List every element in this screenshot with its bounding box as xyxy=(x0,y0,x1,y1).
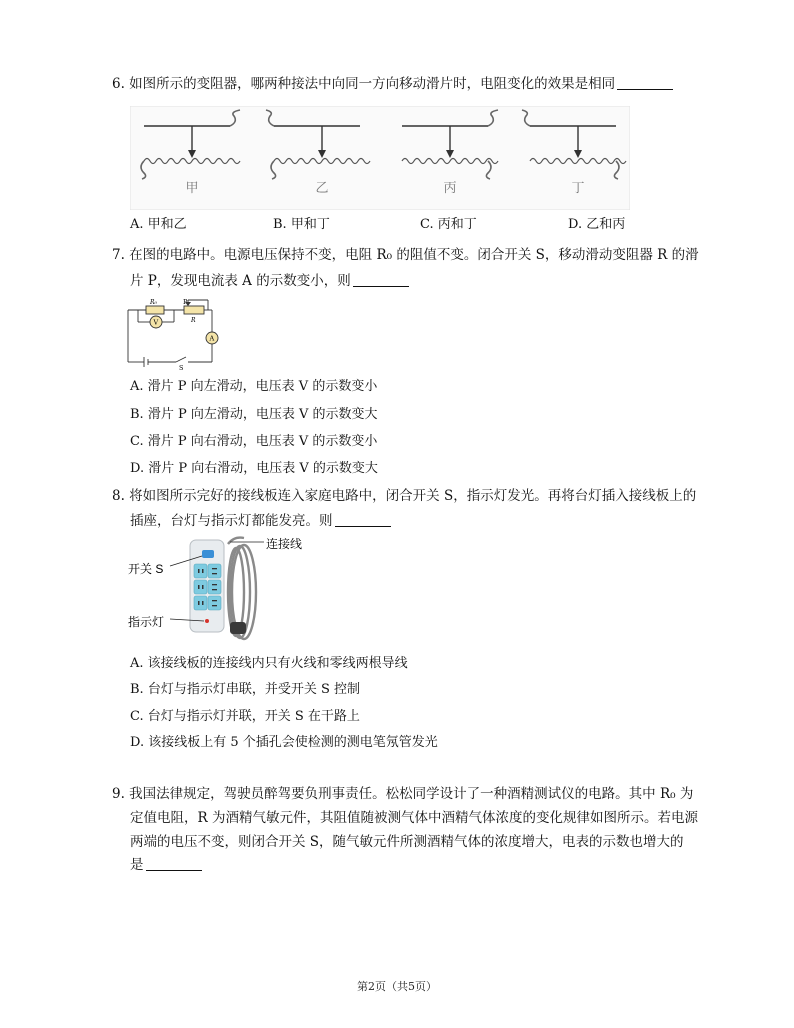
q8-option-d[interactable]: D. 该接线板上有 5 个插孔会使检测的测电笔氖管发光 xyxy=(130,735,438,750)
question-8-stem-line1: 8. 将如图所示完好的接线板连入家庭电路中，闭合开关 S，指示灯发光。再将台灯插入接线板上的 xyxy=(112,488,697,504)
question-7-stem-line2 xyxy=(130,268,409,294)
q7-option-c[interactable]: C. 滑片 P 向右滑动，电压表 V 的示数变小 xyxy=(130,434,378,449)
q6-option-a[interactable]: A. 甲和乙 xyxy=(130,217,187,232)
q7-option-b[interactable]: B. 滑片 P 向左滑动，电压表 V 的示数变大 xyxy=(130,407,378,422)
label-p: P xyxy=(183,298,188,306)
ammeter-icon: A xyxy=(209,334,215,343)
answer-blank xyxy=(335,512,391,527)
answer-blank xyxy=(617,75,673,90)
voltmeter-icon: V xyxy=(153,318,159,327)
question-7-text: 片 P，发现电流表 A 的示数变小，则 xyxy=(130,273,351,289)
label-r: R xyxy=(191,317,196,324)
rheostat-figure xyxy=(130,106,630,210)
q6-option-c[interactable]: C. 丙和丁 xyxy=(420,217,477,232)
label-bing: 丙 xyxy=(443,181,457,196)
question-6-stem xyxy=(112,71,673,97)
q8-option-c[interactable]: C. 台灯与指示灯并联，开关 S 在干路上 xyxy=(130,709,360,724)
q6-option-b[interactable]: B. 甲和丁 xyxy=(273,217,330,232)
question-9-stem-line3: 两端的电压不变，则闭合开关 S，随气敏元件所测酒精气体的浓度增大，电表的示数也增大的 xyxy=(130,834,684,850)
q6-option-d[interactable]: D. 乙和丙 xyxy=(568,217,626,232)
label-jia: 甲 xyxy=(185,181,199,196)
question-9-text: 是 xyxy=(130,857,144,873)
switch-button-icon xyxy=(202,550,214,558)
question-8-text: 插座，台灯与指示灯都能发亮。则 xyxy=(130,513,333,529)
label-s: S xyxy=(179,364,184,370)
q7-option-d[interactable]: D. 滑片 P 向右滑动，电压表 V 的示数变大 xyxy=(130,461,378,476)
switch-label: 开关 S xyxy=(128,562,164,576)
label-r0: R₀ xyxy=(150,299,157,306)
question-6-text: 6. 如图所示的变阻器，哪两种接法中向同一方向移动滑片时，电阻变化的效果是相同 xyxy=(112,76,616,92)
q8-option-a[interactable]: A. 该接线板的连接线内只有火线和零线两根导线 xyxy=(130,656,408,671)
circuit-diagram-q7 xyxy=(124,296,234,370)
indicator-light-icon xyxy=(205,619,209,623)
indicator-label: 指示灯 xyxy=(128,615,165,629)
label-ding: 丁 xyxy=(571,181,585,196)
question-7-stem-line1: 7. 在图的电路中。电源电压保持不变，电阻 R₀ 的阻值不变。闭合开关 S，移动滑动变阻器 R 的滑 xyxy=(112,247,699,263)
question-9-stem-line1: 9. 我国法律规定，驾驶员醉驾要负刑事责任。松松同学设计了一种酒精测试仪的电路。其中 R₀ 为 xyxy=(112,786,694,802)
page-footer: 第2页（共5页） xyxy=(357,980,437,993)
answer-blank xyxy=(146,856,202,871)
label-yi: 乙 xyxy=(315,181,329,196)
answer-blank xyxy=(353,272,409,287)
question-9-stem-line4 xyxy=(130,852,202,878)
q8-option-b[interactable]: B. 台灯与指示灯串联，并受开关 S 控制 xyxy=(130,682,360,697)
question-9-stem-line2: 定值电阻，R 为酒精气敏元件，其阻值随被测气体中酒精气体浓度的变化规律如图所示。若电源 xyxy=(130,810,698,826)
cable-label: 连接线 xyxy=(266,537,303,551)
q7-option-a[interactable]: A. 滑片 P 向左滑动，电压表 V 的示数变小 xyxy=(130,379,378,394)
